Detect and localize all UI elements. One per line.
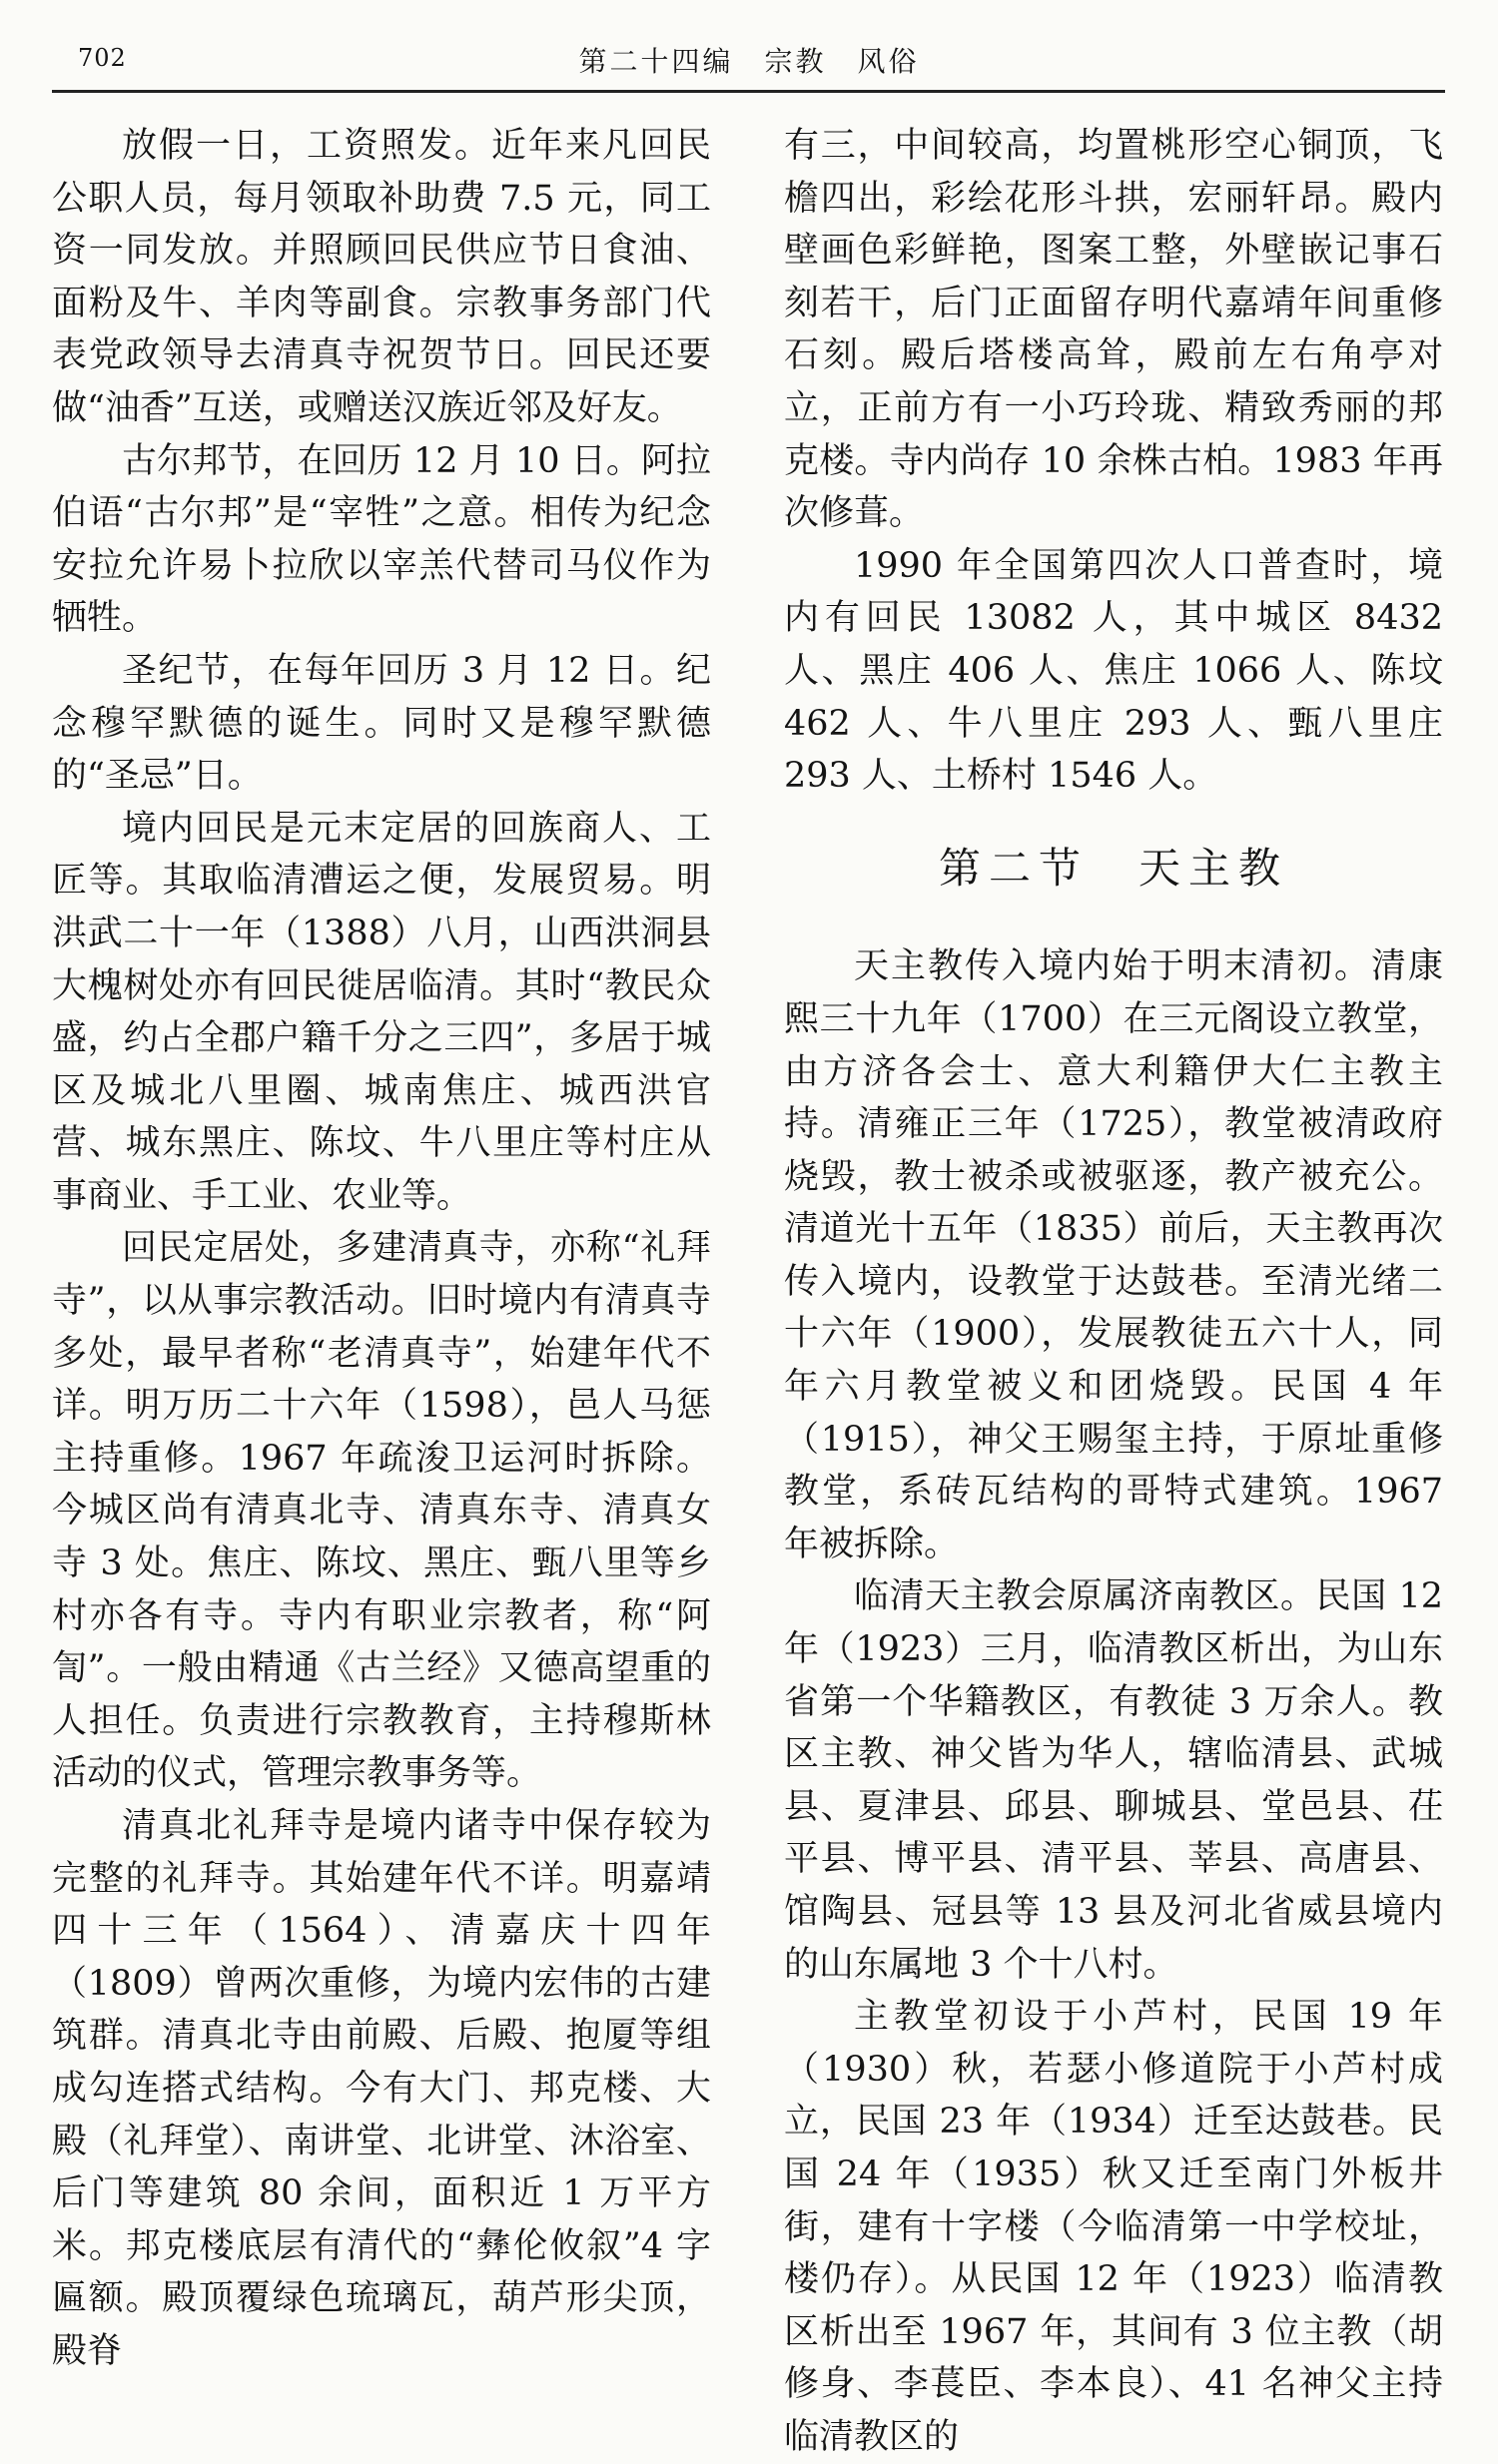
paragraph-hui-settlement: 境内回民是元末定居的回族商人、工匠等。其取临清漕运之便，发展贸易。明洪武二十一年（1388）八月，山西洪洞县大槐树处亦有回民徙居临清。其时“教民众盛，约占全郡户籍千分之三四”，多居于城区及城北八里圈、城南焦庄、城西洪官营、城东黑庄、陈坟、牛八里庄等村庄从事商业、手工业、农业等。	[52, 808, 711, 1216]
running-head: 第二十四编 宗教 风俗	[578, 45, 920, 78]
paragraph-linqing-diocese: 临清天主教会原属济南教区。民国 12 年（1923）三月，临清教区析出，为山东省第一个华籍教区，有教徒 3 万余人。教区主教、神父皆为华人，辖临清县、武城县、夏津县、邱县、聊城县、堂邑县、茌平县、博平县、清平县、莘县、高唐县、馆陶县、冠县等 13 县及河北省威县境内的山东属地 3 个十八村。	[784, 1576, 1443, 1985]
header-rule	[52, 90, 1445, 93]
paragraph-north-mosque: 清真北礼拜寺是境内诸寺中保存较为完整的礼拜寺。其始建年代不详。明嘉靖四十三年（1564）、清嘉庆十四年（1809）曾两次重修，为境内宏伟的古建筑群。清真北寺由前殿、后殿、抱厦等组成勾连搭式结构。今有大门、邦克楼、大殿（礼拜堂）、南讲堂、北讲堂、沐浴室、后门等建筑 80 余间，面积近 1 万平方米。邦克楼底层有清代的“彝伦攸叙”4 字匾额。殿顶覆绿色琉璃瓦，葫芦形尖顶，殿脊	[52, 1806, 711, 2371]
paragraph-mosques: 回民定居处，多建清真寺，亦称“礼拜寺”，以从事宗教活动。旧时境内有清真寺多处，最早者称“老清真寺”，始建年代不详。明万历二十六年（1598），邑人马惩主持重修。1967 年疏浚卫运河时拆除。今城区尚有清真北寺、清真东寺、清真女寺 3 处。焦庄、陈坟、黑庄、甄八里等乡村亦各有寺。寺内有职业宗教者，称“阿訇”。一般由精通《古兰经》又德高望重的人担任。负责进行宗教教育，主持穆斯林活动的仪式，管理宗教事务等。	[52, 1228, 711, 1794]
page-number: 702	[78, 44, 127, 72]
paragraph-catholic-history: 天主教传入境内始于明末清初。清康熙三十九年（1700）在三元阁设立教堂，由方济各会士、意大利籍伊大仁主教主持。清雍正三年（1725），教堂被清政府烧毁，教士被杀或被驱逐，教产被充公。清道光十五年（1835）前后，天主教再次传入境内，设教堂于达鼓巷。至清光绪二十六年（1900），发展教徒五六十人，同年六月教堂被义和团烧毁。民国 4 年（1915），神父王赐玺主持，于原址重修教堂，系砖瓦结构的哥特式建筑。1967 年被拆除。	[784, 946, 1443, 1564]
right-column	[784, 120, 1443, 2464]
paragraph-north-mosque-continued: 有三，中间较高，均置桃形空心铜顶，飞檐四出，彩绘花形斗拱，宏丽轩昂。殿内壁画色彩鲜艳，图案工整，外壁嵌记事石刻若干，后门正面留存明代嘉靖年间重修石刻。殿后塔楼高耸，殿前左右角亭对立，正前方有一小巧玲珑、精致秀丽的邦克楼。寺内尚存 10 余株古柏。1983 年再次修葺。	[784, 126, 1443, 534]
paragraph-mawlid: 圣纪节，在每年回历 3 月 12 日。纪念穆罕默德的诞生。同时又是穆罕默德的“圣忌”日。	[52, 650, 711, 797]
paragraph-holiday-benefits: 放假一日，工资照发。近年来凡回民公职人员，每月领取补助费 7.5 元，同工资一同发放。并照顾回民供应节日食油、面粉及牛、羊肉等副食。宗教事务部门代表党政领导去清真寺祝贺节日。回民还要做“油香”互送，或赠送汉族近邻及好友。	[52, 126, 711, 428]
paragraph-census: 1990 年全国第四次人口普查时，境内有回民 13082 人，其中城区 8432 人、黑庄 406 人、焦庄 1066 人、陈坟 462 人、牛八里庄 293 人、甄八里庄 293 人、土桥村 1546 人。	[784, 545, 1443, 797]
section-title: 第二节 天主教	[938, 843, 1288, 893]
paragraph-cathedral: 主教堂初设于小芦村，民国 19 年（1930）秋，若瑟小修道院于小芦村成立，民国 23 年（1934）迁至达鼓巷。民国 24 年（1935）秋又迁至南门外板井街，建有十字楼（今临清第一中学校址，楼仍存）。从民国 12 年（1923）临清教区析出至 1967 年，其间有 3 位主教（胡修身、李萇臣、李本良）、41 名神父主持临清教区的	[784, 1997, 1443, 2457]
left-column	[52, 120, 711, 2378]
paragraph-eid-al-adha: 古尔邦节，在回历 12 月 10 日。阿拉伯语“古尔邦”是“宰牲”之意。相传为纪念安拉允许易卜拉欣以宰羔代替司马仪作为牺牲。	[52, 440, 711, 639]
